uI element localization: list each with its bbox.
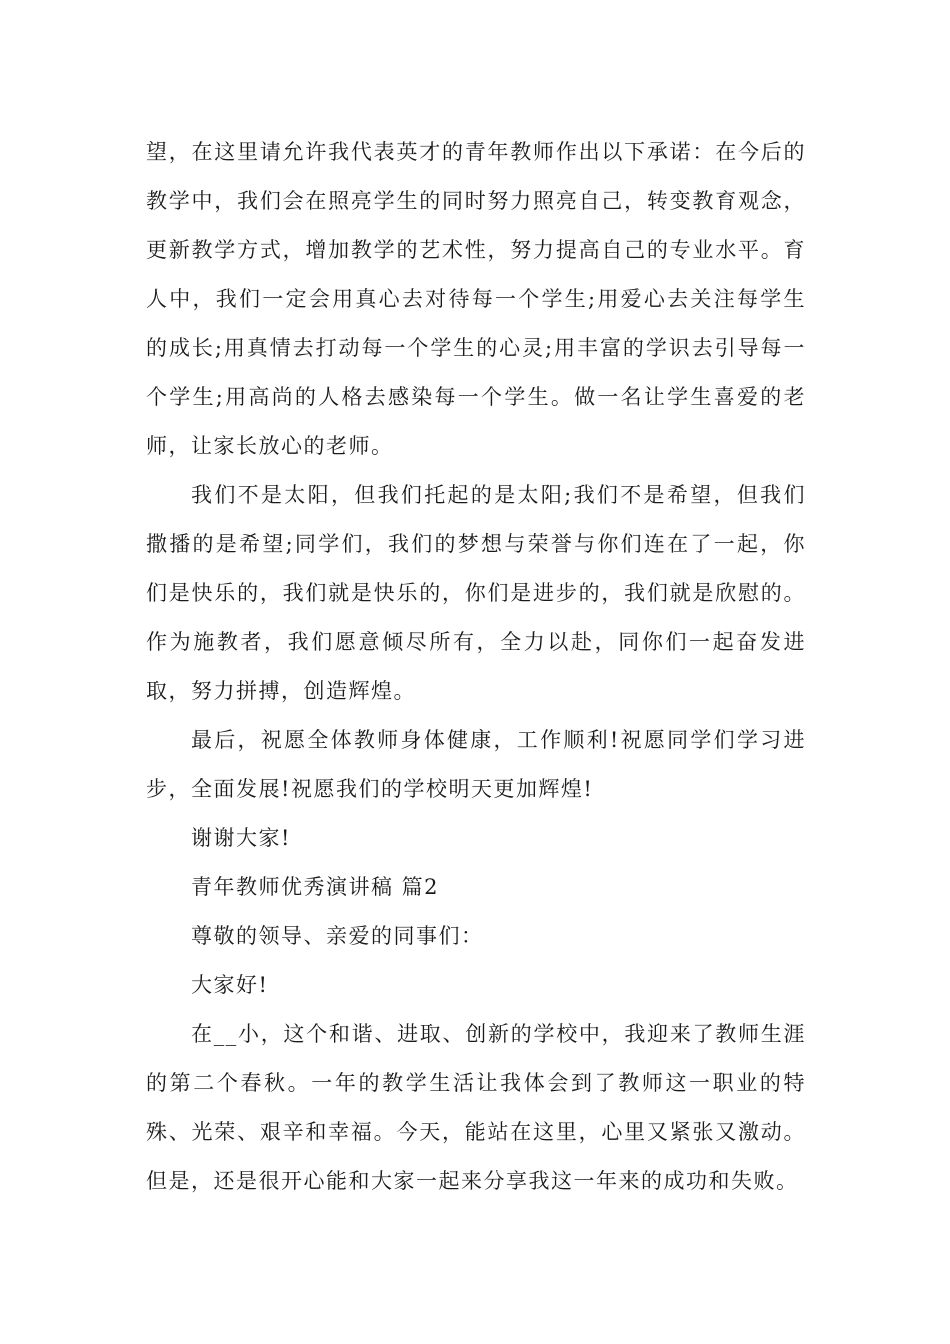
section-heading: 青年教师优秀演讲稿 篇2 — [191, 875, 440, 899]
salutation: 尊敬的领导、亲爱的同事们： — [191, 924, 484, 948]
paragraph-commitment: 望，在这里请允许我代表英才的青年教师作出以下承诺：在今后的教学中，我们会在照亮学生的同时努力照亮自己，转变教育观念，更新教学方式，增加教学的艺术性，努力提高自己的专业水平。育人中，我们一定会用真心去对待每一个学生;用爱心去关注每学生的成长;用真情去打动每一个学生的心灵;用丰富的学识去引导每一个学生;用高尚的人格去感染每一个学生。做一名让学生喜爱的老师，让家长放心的老师。 — [146, 140, 806, 458]
greeting: 大家好! — [191, 973, 269, 997]
paragraph-wishes: 最后，祝愿全体教师身体健康，工作顺利!祝愿同学们学习进步，全面发展!祝愿我们的学校明天更加辉煌! — [146, 728, 806, 801]
paragraph-intro: 在__小，这个和谐、进取、创新的学校中，我迎来了教师生涯的第二个春秋。一年的教学生活让我体会到了教师这一职业的特殊、光荣、艰辛和幸福。今天，能站在这里，心里又紧张又激动。但是，还是很开心能和大家一起来分享我这一年来的成功和失败。 — [146, 1022, 806, 1193]
document-body — [146, 128, 806, 1206]
paragraph-thanks: 谢谢大家! — [191, 826, 291, 850]
paragraph-sun-hope: 我们不是太阳，但我们托起的是太阳;我们不是希望，但我们撒播的是希望;同学们，我们的梦想与荣誉与你们连在了一起，你们是快乐的，我们就是快乐的，你们是进步的，我们就是欣慰的。作为施教者，我们愿意倾尽所有，全力以赴，同你们一起奋发进取，努力拼搏，创造辉煌。 — [146, 483, 806, 703]
